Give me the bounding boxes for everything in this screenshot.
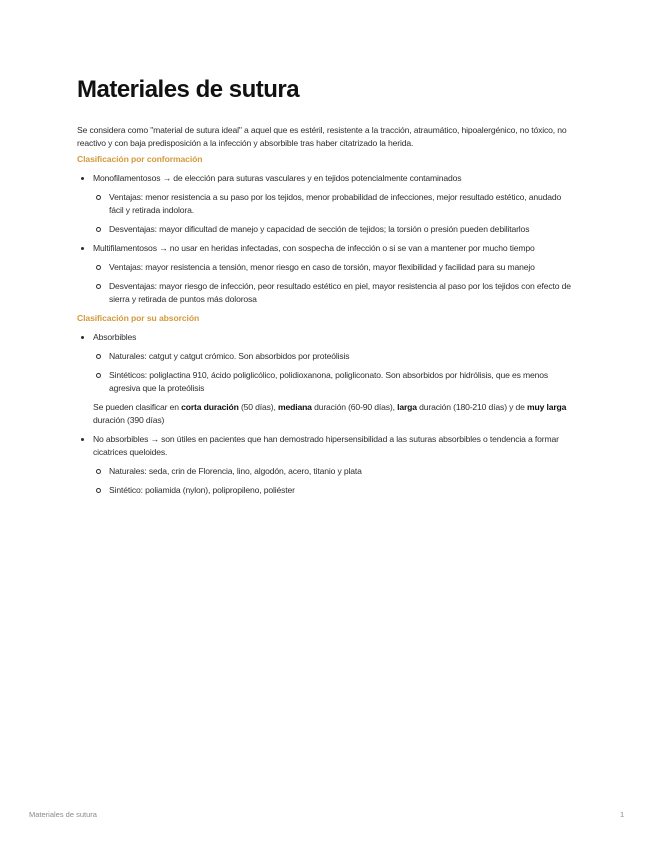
section-heading-absorcion: Clasificación por su absorción [77,313,200,323]
circle-bullet-icon [96,284,101,289]
footer-page-number: 1 [620,810,625,819]
sub-list-item [93,280,577,306]
sub-list-item-text: Naturales: seda, crin de Florencia, lino, algodón, acero, titanio y plata [109,466,362,476]
circle-bullet-icon [96,469,101,474]
list-item-text: Monofilamentosos → de elección para suturas vasculares y en tejidos potencialmente contaminados [93,173,462,183]
bullet-icon [81,177,84,180]
intro-paragraph: Se considera como "material de sutura ideal" a aquel que es estéril, resistente a la tracción, atraumático, hipoalergénico, no tóxico, no reactivo y con baja predisposición a la infección y absorbible tras haber citatrizado la herida. [77,125,567,148]
absorcion-list [77,331,577,497]
sub-list-item [93,484,577,497]
duration-note-text: duración (390 días) [93,415,165,425]
list-item [77,433,577,497]
sub-list-item-text: Ventajas: mayor resistencia a tensión, menor riesgo en caso de torsión, mayor flexibilidad y facilidad para su manejo [109,262,535,272]
bullet-icon [81,336,84,339]
sub-list-item [93,369,577,395]
duration-note [93,401,577,427]
document-body [77,75,577,503]
sub-list-item [93,223,577,236]
sub-list-item [93,261,577,274]
list-item-text: Absorbibles [93,332,137,342]
sub-list [93,350,577,395]
section-heading-conformacion: Clasificación por conformación [77,154,203,164]
sub-list [93,261,577,306]
duration-short-bold: corta duración [181,402,239,412]
list-item [77,172,577,236]
page-title: Materiales de sutura [77,76,300,103]
circle-bullet-icon [96,265,101,270]
sub-list-item-text: Naturales: catgut y catgut crómico. Son absorbidos por proteólisis [109,351,350,361]
list-item [77,331,577,427]
circle-bullet-icon [96,488,101,493]
list-item [77,242,577,306]
duration-note-text: (50 días), [238,402,278,412]
bullet-icon [81,438,84,441]
conformacion-list [77,172,577,306]
sub-list-item-text: Sintéticos: poliglactina 910, ácido poliglicólico, polidioxanona, poligliconato. Son absorbidos por hidrólisis, que es menos agresiva que la proteólisis [109,370,549,393]
circle-bullet-icon [96,195,101,200]
circle-bullet-icon [96,373,101,378]
duration-very-long-bold: muy larga [527,402,567,412]
duration-note-text: duración (60-90 días), [311,402,398,412]
list-item-text: Multifilamentosos → no usar en heridas infectadas, con sospecha de infección o si se van a mantener por mucho tiempo [93,243,535,253]
sub-list-item-text: Desventajas: mayor dificultad de manejo y capacidad de sección de tejidos; la torsión o presión pueden debilitarlos [109,224,530,234]
sub-list [93,465,577,497]
duration-note-text: duración (180-210 días) y de [416,402,528,412]
footer-document-title: Materiales de sutura [29,810,97,819]
sub-list-item-text: Sintético: poliamida (nylon), polipropileno, poliéster [109,485,295,495]
sub-list-item [93,191,577,217]
list-item-text: No absorbibles → son útiles en pacientes que han demostrado hipersensibilidad a las suturas absorbibles o tendencia a formar cicatrices queloides. [93,434,559,457]
sub-list-item-text: Desventajas: mayor riesgo de infección, peor resultado estético en piel, mayor resistencia al paso por los tejidos con efecto de sierra y retirada de puntos más dolorosa [109,281,571,304]
duration-long-bold: larga [397,402,417,412]
circle-bullet-icon [96,354,101,359]
sub-list-item-text: Ventajas: menor resistencia a su paso por los tejidos, menor probabilidad de infecciones, mejor resultado estético, anudado fácil y retirada indolora. [109,192,562,215]
bullet-icon [81,247,84,250]
sub-list-item [93,350,577,363]
sub-list [93,191,577,236]
duration-medium-bold: mediana [278,402,312,412]
circle-bullet-icon [96,227,101,232]
sub-list-item [93,465,577,478]
duration-note-text: Se pueden clasificar en [93,402,182,412]
